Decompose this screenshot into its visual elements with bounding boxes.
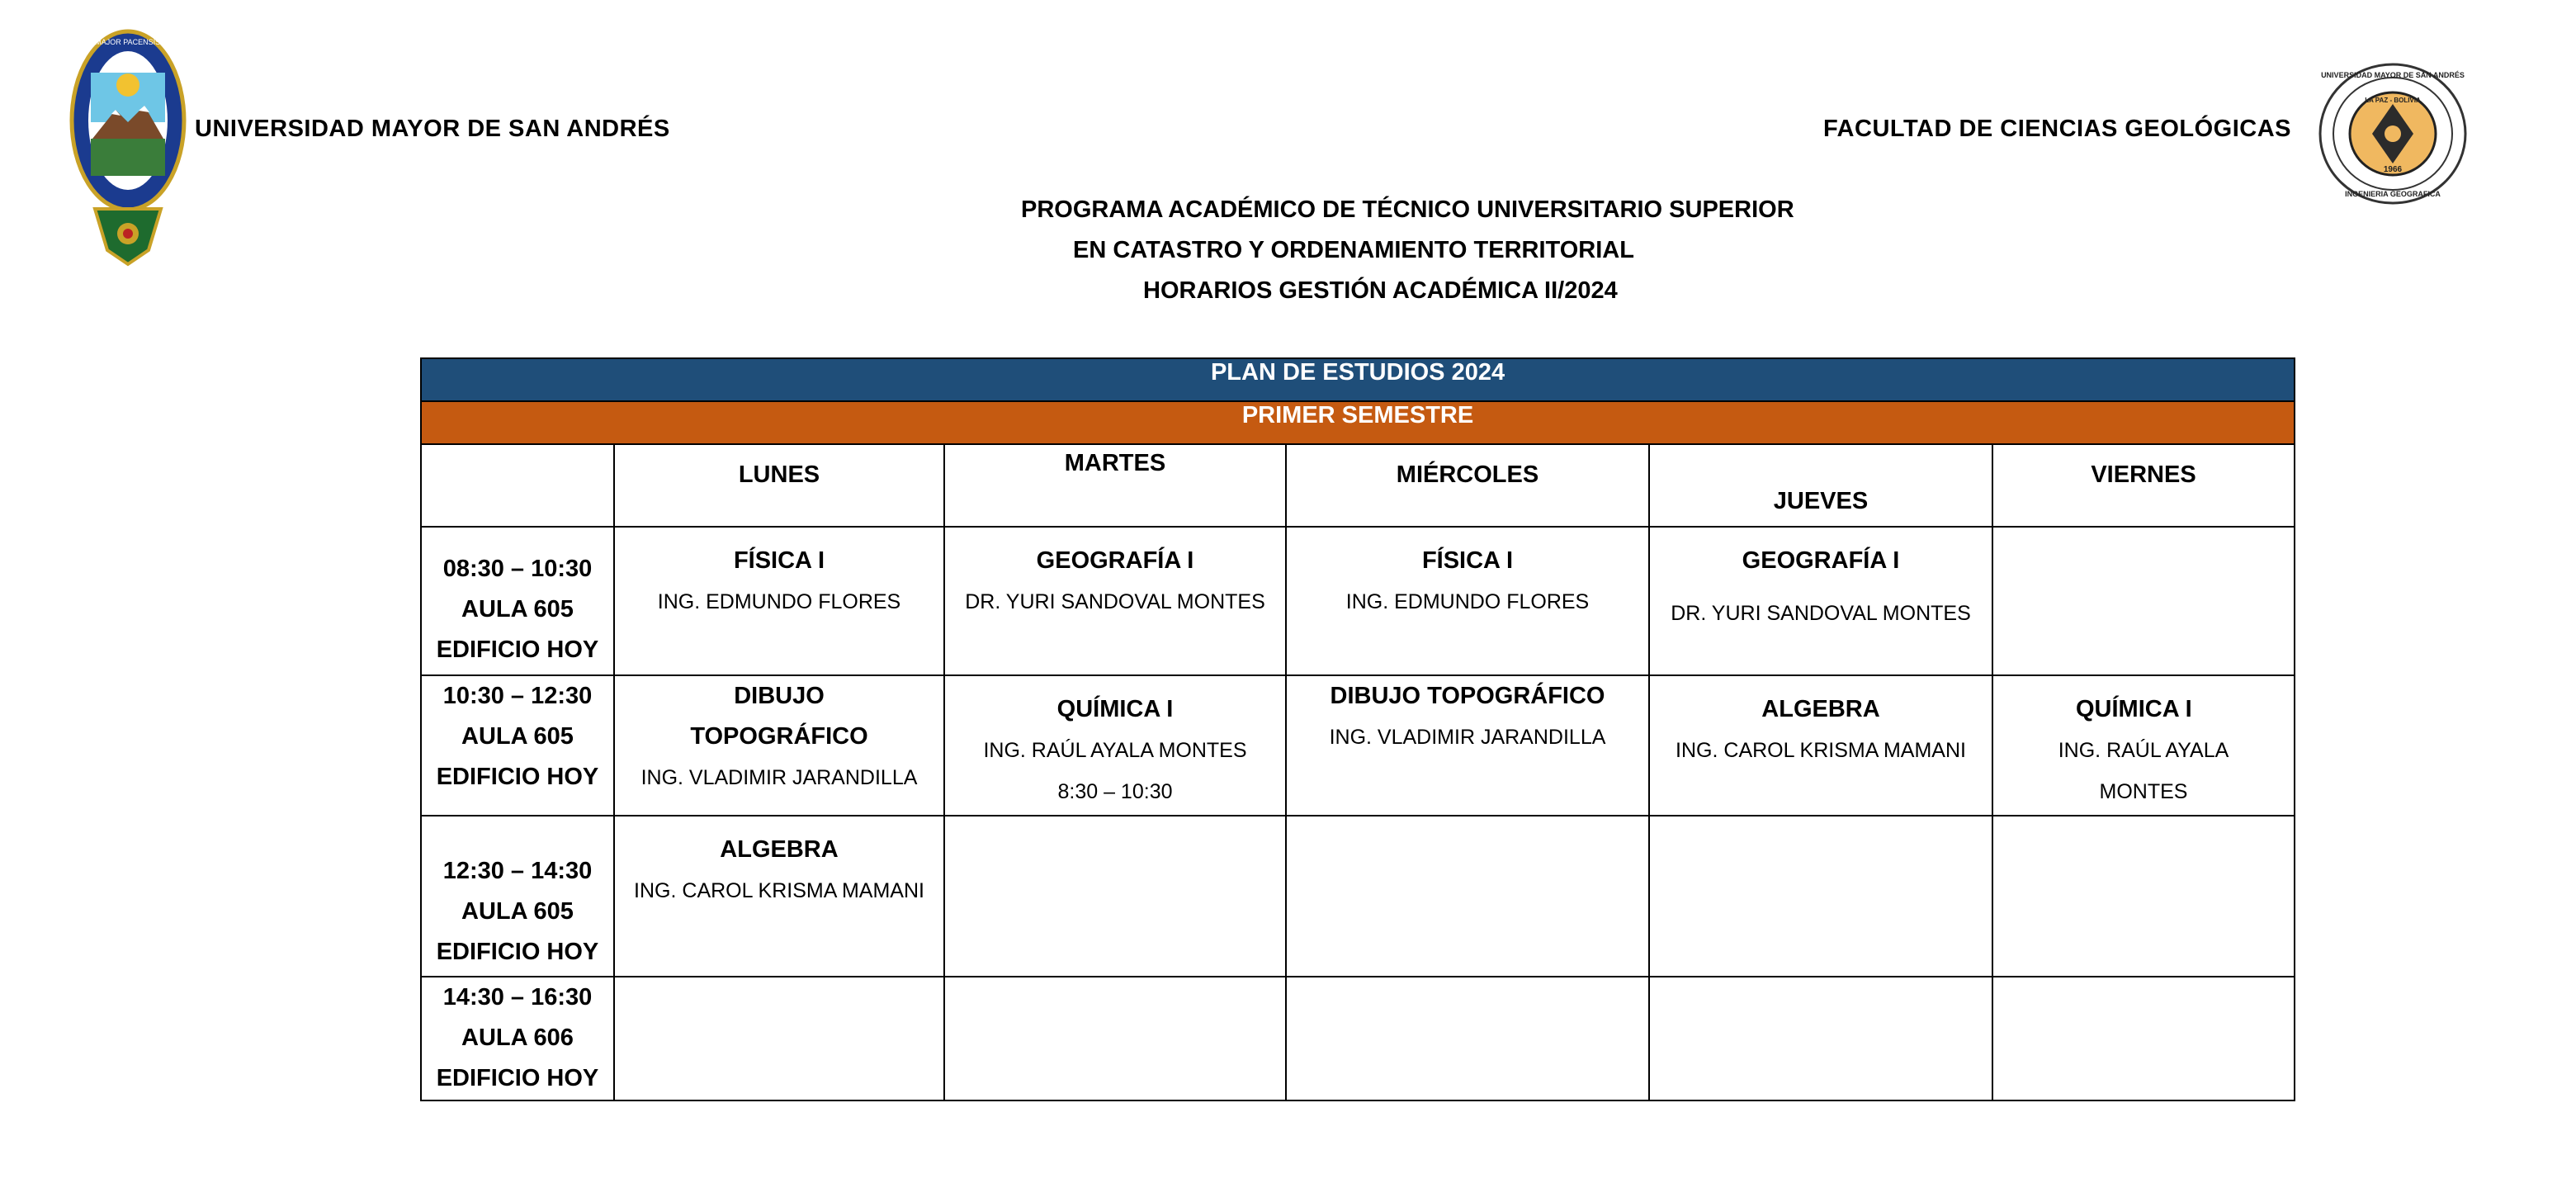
empty-cell [614, 977, 944, 1100]
empty-cell [1992, 816, 2295, 977]
empty-cell [1992, 977, 2295, 1100]
subject: ALGEBRA [1761, 696, 1880, 722]
subject: FÍSICA I [1421, 547, 1514, 574]
building: EDIFICIO HOY [436, 764, 599, 790]
room: AULA 605 [461, 723, 574, 750]
title-line-2: EN CATASTRO Y ORDENAMIENTO TERRITORIAL [1073, 237, 1634, 263]
empty-cell [1286, 977, 1649, 1100]
class-cell [944, 527, 1286, 675]
day-header-monday: LUNES [614, 444, 944, 527]
class-time-note: 8:30 – 10:30 [1057, 780, 1173, 803]
class-cell [944, 675, 1286, 816]
subject: DIBUJO TOPOGRÁFICO [1330, 683, 1605, 709]
seal-top-text: UNIVERSIDAD MAYOR DE SAN ANDRÉS [2321, 71, 2465, 79]
building: EDIFICIO HOY [436, 939, 599, 965]
empty-cell [944, 977, 1286, 1100]
empty-cell [1649, 816, 1992, 977]
professor: ING. CAROL KRISMA MAMANI [1676, 739, 1966, 762]
time-range: 10:30 – 12:30 [442, 683, 593, 709]
subject: GEOGRAFÍA I [1036, 547, 1194, 574]
title-line-3: HORARIOS GESTIÓN ACADÉMICA II/2024 [1143, 277, 1618, 304]
empty-cell [1992, 527, 2295, 675]
corner-cell [421, 444, 614, 527]
class-cell [1649, 675, 1992, 816]
professor: ING. EDMUNDO FLORES [1345, 590, 1590, 613]
semester-band [421, 401, 2295, 444]
day-header-friday: VIERNES [1992, 444, 2295, 527]
subject: FÍSICA I [733, 547, 825, 574]
umsa-seal-text: UNIVERSITAS MAJOR PACENSIS DIVI ANDREÆ [44, 38, 212, 46]
title-line-1: PROGRAMA ACADÉMICO DE TÉCNICO UNIVERSITARIO SUPERIOR [1021, 196, 1794, 223]
time-slot-cell [421, 675, 614, 816]
building: EDIFICIO HOY [436, 1065, 599, 1091]
day-header-wednesday: MIÉRCOLES [1286, 444, 1649, 527]
table-row [421, 527, 2295, 675]
class-cell [614, 675, 944, 816]
subject-line-2: TOPOGRÁFICO [690, 723, 868, 750]
time-range: 12:30 – 14:30 [442, 858, 593, 884]
class-cell [1286, 527, 1649, 675]
semester-title: PRIMER SEMESTRE [421, 401, 2295, 444]
professor: DR. YURI SANDOVAL MONTES [1671, 602, 1971, 625]
room: AULA 605 [461, 898, 574, 925]
seal-bottom-text: INGENIERIA GEOGRAFICA [2345, 190, 2441, 198]
professor: ING. VLADIMIR JARANDILLA [640, 766, 918, 789]
day-header-thursday: JUEVES [1649, 444, 1992, 527]
geographic-engineering-seal-logo [2316, 61, 2470, 206]
building: EDIFICIO HOY [436, 637, 599, 663]
time-slot-cell [421, 977, 614, 1100]
class-cell [1992, 675, 2295, 816]
subject: DIBUJO [734, 683, 825, 709]
table-row [421, 977, 2295, 1100]
time-slot-cell [421, 527, 614, 675]
plan-title: PLAN DE ESTUDIOS 2024 [421, 358, 2295, 401]
day-header-row [421, 444, 2295, 527]
seal-inner-text: LA PAZ - BOLIVIA [2365, 97, 2421, 104]
professor: ING. RAÚL AYALA MONTES [983, 739, 1247, 762]
seal-year: 1966 [2383, 165, 2403, 174]
professor: ING. VLADIMIR JARANDILLA [1329, 726, 1606, 749]
time-range: 14:30 – 16:30 [442, 984, 593, 1011]
subject: QUÍMICA I [2076, 696, 2192, 722]
professor: ING. RAÚL AYALA [2058, 739, 2229, 762]
professor: ING. EDMUNDO FLORES [657, 590, 901, 613]
room: AULA 605 [461, 596, 574, 622]
subject: GEOGRAFÍA I [1742, 547, 1900, 574]
empty-cell [1649, 977, 1992, 1100]
table-row [421, 675, 2295, 816]
subject: ALGEBRA [720, 836, 839, 863]
class-cell [614, 527, 944, 675]
umsa-seal-logo [44, 23, 212, 267]
class-cell [1649, 527, 1992, 675]
table-row [421, 816, 2295, 977]
time-range: 08:30 – 10:30 [442, 556, 593, 582]
university-name: UNIVERSIDAD MAYOR DE SAN ANDRÉS [195, 116, 670, 142]
empty-cell [1286, 816, 1649, 977]
day-header-tuesday: MARTES [944, 444, 1286, 527]
subject: QUÍMICA I [1056, 696, 1174, 722]
room: AULA 606 [461, 1025, 574, 1051]
class-cell [614, 816, 944, 977]
time-slot-cell [421, 816, 614, 977]
professor-line-2: MONTES [2099, 780, 2188, 803]
empty-cell [944, 816, 1286, 977]
professor: ING. CAROL KRISMA MAMANI [634, 879, 924, 902]
class-cell [1286, 675, 1649, 816]
schedule-table [420, 357, 2295, 1101]
professor: DR. YURI SANDOVAL MONTES [965, 590, 1265, 613]
plan-band [421, 358, 2295, 401]
faculty-name: FACULTAD DE CIENCIAS GEOLÓGICAS [1822, 116, 2291, 142]
